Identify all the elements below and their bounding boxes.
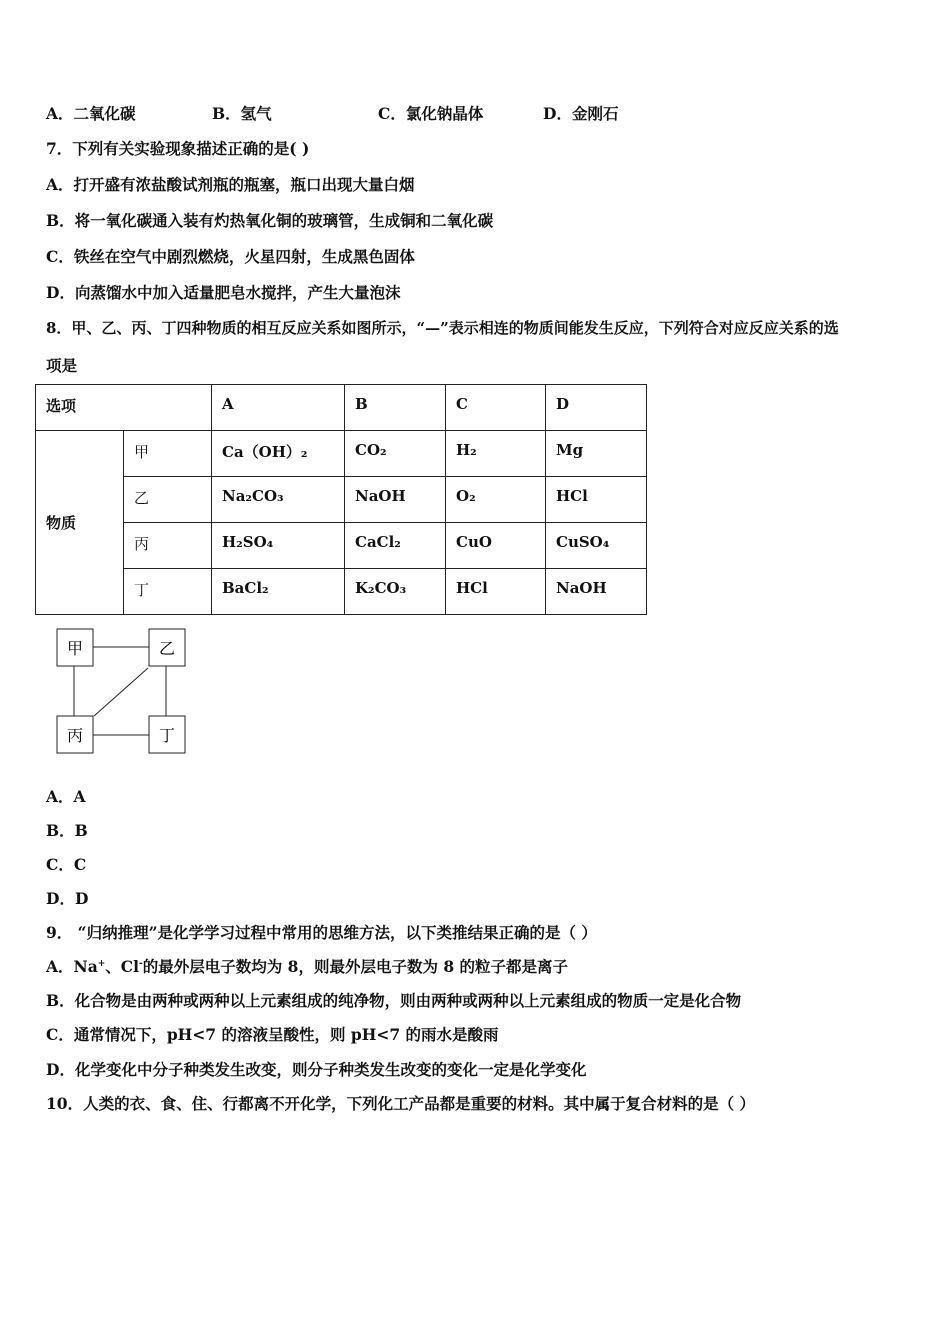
table-header-row bbox=[36, 385, 647, 431]
q8-stem-line1: 8．甲、乙、丙、丁四种物质的相互反应关系如图所示，“—”表示相连的物质间能发生反应，下列符合对应反应关系的选 bbox=[46, 319, 839, 337]
q6-option-b: B．氢气 bbox=[212, 104, 272, 123]
table-row bbox=[36, 431, 647, 477]
q9-option-a-sup2: - bbox=[139, 959, 143, 969]
q7-stem: 7．下列有关实验现象描述正确的是( ) bbox=[46, 139, 310, 158]
q6-option-a: A．二氧化碳 bbox=[46, 104, 136, 123]
table-cell: CO₂ bbox=[345, 431, 446, 477]
q6-option-d: D．金刚石 bbox=[543, 104, 619, 123]
table-header-cell: D bbox=[546, 385, 647, 431]
table-row-label: 丙 bbox=[124, 523, 212, 569]
q9-option-a bbox=[46, 955, 568, 977]
table-cell: O₂ bbox=[446, 477, 546, 523]
table-cell: CaCl₂ bbox=[345, 523, 446, 569]
q9-option-a-prefix: A．Na bbox=[46, 957, 98, 976]
q7-option-d: D．向蒸馏水中加入适量肥皂水搅拌，产生大量泡沫 bbox=[46, 283, 401, 302]
node-jia bbox=[57, 629, 93, 666]
table-cell: HCl bbox=[446, 569, 546, 615]
table-header-cell: B bbox=[345, 385, 446, 431]
reaction-diagram bbox=[56, 628, 188, 754]
table-row bbox=[36, 569, 647, 615]
node-jia-label: 甲 bbox=[66, 639, 84, 658]
q8-option-a: A．A bbox=[46, 787, 86, 806]
table-row-label: 丁 bbox=[124, 569, 212, 615]
table-cell: Ca（OH）₂ bbox=[212, 431, 345, 477]
q8-stem-line2: 项是 bbox=[46, 356, 78, 375]
node-bing-label: 丙 bbox=[66, 726, 84, 745]
table-header-cell: 选项 bbox=[36, 385, 212, 431]
q8-option-d: D．D bbox=[46, 889, 89, 908]
q8-options-table bbox=[35, 384, 647, 615]
q9-option-c: C．通常情况下，pH<7 的溶液呈酸性，则 pH<7 的雨水是酸雨 bbox=[46, 1025, 499, 1044]
table-group-label: 物质 bbox=[36, 431, 124, 615]
node-ding-label: 丁 bbox=[158, 726, 176, 745]
table-cell: Na₂CO₃ bbox=[212, 477, 345, 523]
table-cell: NaOH bbox=[345, 477, 446, 523]
table-header-cell: C bbox=[446, 385, 546, 431]
q8-option-c: C．C bbox=[46, 855, 87, 874]
q7-option-b: B．将一氧化碳通入装有灼热氧化铜的玻璃管，生成铜和二氧化碳 bbox=[46, 211, 494, 230]
table-cell: NaOH bbox=[546, 569, 647, 615]
table-cell: CuSO₄ bbox=[546, 523, 647, 569]
table-cell: Mg bbox=[546, 431, 647, 477]
table-cell: H₂SO₄ bbox=[212, 523, 345, 569]
table-row bbox=[36, 523, 647, 569]
q7-option-c: C．铁丝在空气中剧烈燃烧，火星四射，生成黑色固体 bbox=[46, 247, 415, 266]
q10-stem: 10．人类的衣、食、住、行都离不开化学，下列化工产品都是重要的材料。其中属于复合材料的是（ ） bbox=[46, 1094, 755, 1113]
table-header-cell: A bbox=[212, 385, 345, 431]
table-row-label: 乙 bbox=[124, 477, 212, 523]
q8-option-b: B．B bbox=[46, 821, 88, 840]
table-cell: H₂ bbox=[446, 431, 546, 477]
table-cell: BaCl₂ bbox=[212, 569, 345, 615]
table-cell: CuO bbox=[446, 523, 546, 569]
q9-option-b: B．化合物是由两种或两种以上元素组成的纯净物，则由两种或两种以上元素组成的物质一定是化合物 bbox=[46, 991, 742, 1010]
q9-option-a-sup1: + bbox=[97, 959, 106, 969]
q6-option-c: C．氯化钠晶体 bbox=[378, 104, 484, 123]
node-yi-label: 乙 bbox=[158, 639, 176, 658]
table-row bbox=[36, 477, 647, 523]
node-bing bbox=[57, 716, 93, 753]
table-cell: HCl bbox=[546, 477, 647, 523]
q9-stem: 9． “归纳推理”是化学学习过程中常用的思维方法，以下类推结果正确的是（ ） bbox=[46, 923, 597, 942]
edge-yi-bing bbox=[94, 668, 148, 716]
node-yi bbox=[149, 629, 185, 666]
node-ding bbox=[149, 716, 185, 753]
q9-option-a-rest: 的最外层电子数均为 8，则最外层电子数为 8 的粒子都是离子 bbox=[142, 957, 569, 976]
q7-option-a: A．打开盛有浓盐酸试剂瓶的瓶塞，瓶口出现大量白烟 bbox=[46, 175, 415, 194]
table-row-label: 甲 bbox=[124, 431, 212, 477]
table-cell: K₂CO₃ bbox=[345, 569, 446, 615]
q9-option-a-mid: 、Cl bbox=[105, 957, 140, 976]
q9-option-d: D．化学变化中分子种类发生改变，则分子种类发生改变的变化一定是化学变化 bbox=[46, 1060, 587, 1079]
